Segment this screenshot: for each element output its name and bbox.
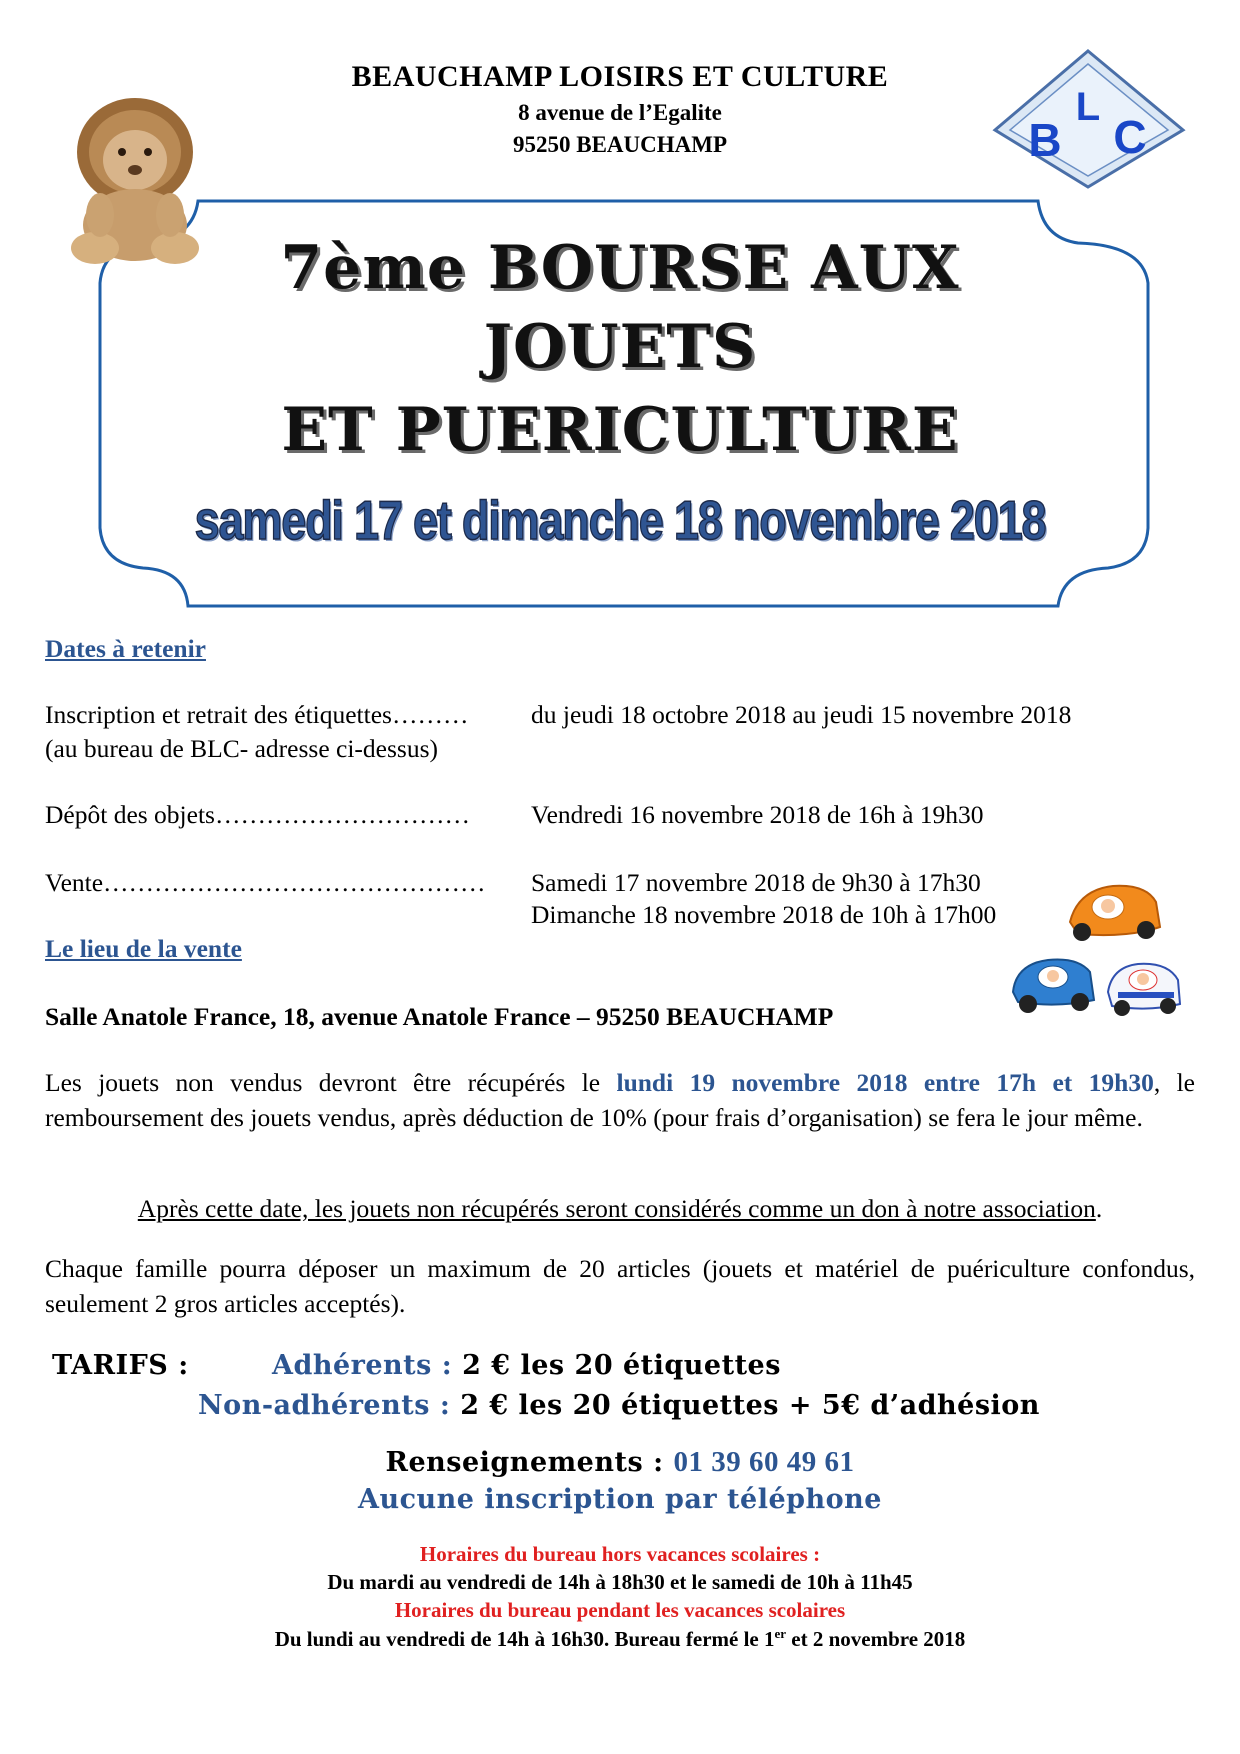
banner-dates: samedi 17 et dimanche 18 novembre 2018 xyxy=(194,489,1046,551)
lieu-address: Salle Anatole France, 18, avenue Anatole France – 95250 BEAUCHAMP xyxy=(45,1002,834,1031)
pickup-text-start: Les jouets non vendus devront être récupérés le xyxy=(45,1068,617,1097)
non-adherents-label: Non-adhérents : xyxy=(198,1390,451,1421)
donation-note xyxy=(0,1192,1240,1226)
inscription-value: du jeudi 18 octobre 2018 au jeudi 15 novembre 2018 xyxy=(531,700,1072,729)
lieu-heading: Le lieu de la vente xyxy=(45,934,242,963)
contact-phone: 01 39 60 49 61 xyxy=(673,1446,855,1478)
tarif-adherents xyxy=(272,1350,781,1381)
org-address-line1: 8 avenue de l’Egalite xyxy=(518,100,722,125)
logo-letter-c: C xyxy=(1113,111,1147,163)
org-name: BEAUCHAMP LOISIRS ET CULTURE xyxy=(351,60,889,93)
tarifs-label: TARIFS : xyxy=(52,1350,189,1381)
no-phone-registration: Aucune inscription par téléphone xyxy=(358,1484,882,1515)
pickup-text-end: , le remboursement des jouets vendus, après déduction de 10% (pour frais d’organisation) se fera le jour même. xyxy=(45,1068,1195,1132)
banner-title-line1: 7ème BOURSE AUX xyxy=(280,233,960,303)
dates-heading: Dates à retenir xyxy=(45,634,206,663)
donation-period: . xyxy=(1095,1194,1103,1223)
inscription-label: Inscription et retrait des étiquettes……… xyxy=(45,700,469,729)
hours-heading-school: Horaires du bureau hors vacances scolaires : xyxy=(419,1542,821,1566)
logo-letter-b: B xyxy=(1028,114,1062,166)
hours-school: Du mardi au vendredi de 14h à 18h30 et le samedi de 10h à 11h45 xyxy=(327,1570,913,1594)
max-articles-paragraph: Chaque famille pourra déposer un maximum de 20 articles (jouets et matériel de puériculture confondus, seulement 2 gros articles acceptés). xyxy=(45,1254,1195,1318)
org-address-line2: 95250 BEAUCHAMP xyxy=(512,132,728,157)
adherents-value: 2 € les 20 étiquettes xyxy=(462,1350,781,1381)
depot-row xyxy=(45,800,1195,830)
inscription-note: (au bureau de BLC- adresse ci-dessus) xyxy=(45,734,438,763)
vente-value2: Dimanche 18 novembre 2018 de 10h à 17h00 xyxy=(531,900,997,929)
vente-value1: Samedi 17 novembre 2018 de 9h30 à 17h30 xyxy=(531,868,981,897)
hours-holidays xyxy=(0,1626,1240,1652)
pickup-date-highlight: lundi 19 novembre 2018 entre 17h et 19h30 xyxy=(616,1068,1154,1097)
toy-cars-icon xyxy=(1008,872,1198,1032)
contact-line xyxy=(0,1446,1240,1479)
depot-value: Vendredi 16 novembre 2018 de 16h à 19h30 xyxy=(531,800,984,829)
adherents-label: Adhérents : xyxy=(272,1350,453,1381)
hours-heading-holidays: Horaires du bureau pendant les vacances scolaires xyxy=(394,1598,846,1622)
logo-letter-l: L xyxy=(1075,85,1101,129)
tarif-non-adherents xyxy=(198,1390,1040,1421)
hours-holidays-end: et 2 novembre 2018 xyxy=(786,1627,966,1651)
contact-label: Renseignements : xyxy=(385,1447,674,1478)
non-adherents-value: 2 € les 20 étiquettes + 5€ d’adhésion xyxy=(460,1390,1040,1421)
org-header xyxy=(0,60,1240,158)
banner-title-line2: JOUETS xyxy=(483,312,757,382)
inscription-row xyxy=(45,700,1195,730)
banner-title-line3: ET PUERICULTURE xyxy=(281,395,959,465)
hours-holidays-sup: er xyxy=(774,1626,787,1641)
hours-holidays-start: Du lundi au vendredi de 14h à 16h30. Bureau fermé le 1 xyxy=(274,1627,775,1651)
pickup-paragraph xyxy=(45,1066,1195,1135)
donation-text: Après cette date, les jouets non récupérés seront considérés comme un don à notre association xyxy=(137,1194,1096,1223)
depot-label: Dépôt des objets………………………… xyxy=(45,800,470,829)
vente-label: Vente……………………………………… xyxy=(45,868,486,897)
